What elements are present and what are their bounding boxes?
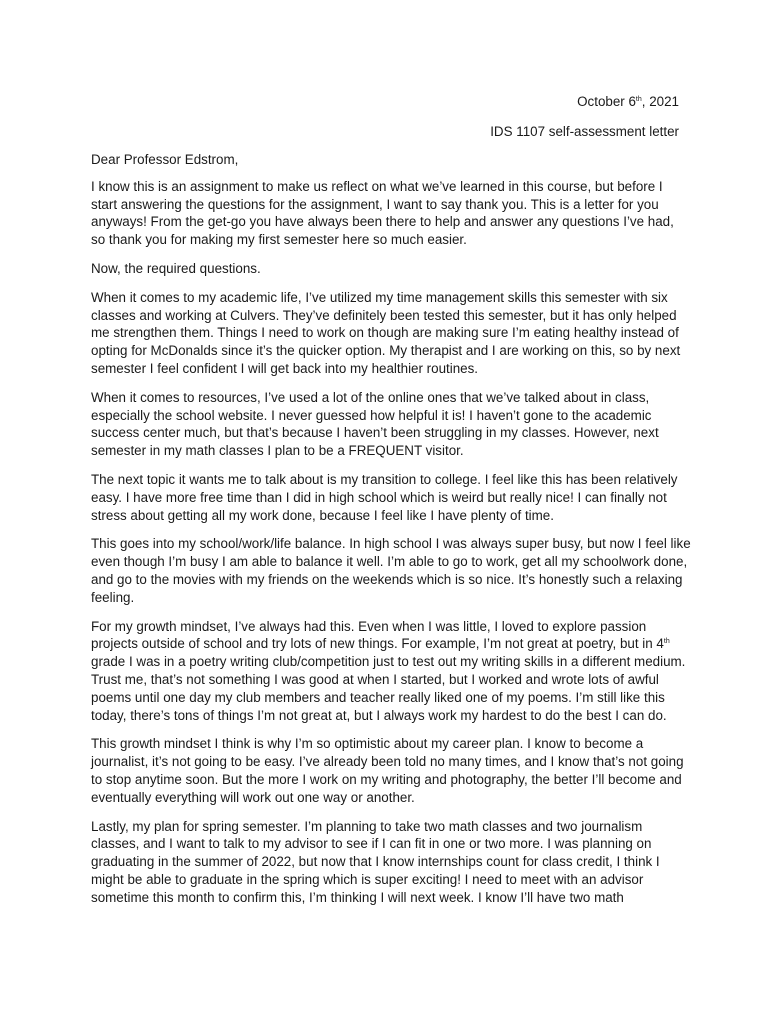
grade-ordinal: th [663,638,670,646]
date-ordinal: th [635,96,642,103]
paragraph-spring-plan: Lastly, my plan for spring semester. I’m planning to take two math classes and two journalism classes, and I want to talk to my advisor to see if I can fit in one or two more. I was planning on graduating in the summer of 2022, but now that I know internships count for class credit, I think I might be able to graduate in the spring which is super exciting! I need to meet with an advisor sometime this month to confirm this, I’m thinking I will next week. I know I’ll have two math [91,818,660,905]
paragraph-required-questions: Now, the required questions. [91,260,261,276]
paragraph-thanks: I know this is an assignment to make us reflect on what we’ve learned in this course, but before I start answering the questions for the assignment, I want to say thank you. This is a letter for you anyways! From the get-go you have always been there to help and answer any questions I’ve had, so thank you for making my first semester here so much easier. [91,178,674,248]
paragraph-career-plan: This growth mindset I think is why I’m so optimistic about my career plan. I know to become a journalist, it’s not going to be easy. I’ve already been told no many times, and I know that’s not going to stop anytime soon. But the more I work on my writing and photography, the better I’ll become and eventually everything will work out one way or another. [91,736,684,805]
growth-text-end: grade I was in a poetry writing club/competition just to test out my writing skills in a different medium. Trust me, that’s not something I was good at when I started, but I worked and wrote lots of awful poems until one day my club members and teacher really liked one of my poems. I’m still like this today, there’s tons of things I’m not great at, but I always work my hardest to do the best I can do. [91,654,686,723]
paragraph-balance: This goes into my school/work/life balance. In high school I was always super busy, but now I feel like even though I’m busy I am able to balance it well. I’m able to go to work, get all my schoolwork done, and go to the movies with my friends on the weekends which is so nice. It’s honestly such a relaxing feeling. [91,536,691,605]
paragraph-transition: The next topic it wants me to talk about is my transition to college. I feel like this has been relatively easy. I have more free time than I did in high school which is weird but really nice! I can finally not stress about getting all my work done, because I feel like I have plenty of time. [91,471,678,523]
date-year: , 2021 [641,94,679,109]
paragraph-growth-mindset [91,618,691,725]
letter-subject: IDS 1107 self-assessment letter [490,124,679,139]
letter-date [577,93,679,110]
growth-text-start: For my growth mindset, I’ve always had this. Even when I was little, I loved to explore passion projects outside of school and try lots of new things. For example, I’m not great at poetry, but in 4 [91,618,664,652]
paragraph-academic-life: When it comes to my academic life, I’ve utilized my time management skills this semester with six classes and working at Culvers. They’ve definitely been tested this semester, but it has only helped me strengthen them. Things I need to work on though are making sure I’m eating healthy instead of opting for McDonalds since it’s the quicker option. My therapist and I are working on this, so by next semester I feel confident I will get back into my healthier routines. [91,289,681,376]
date-text: October 6 [577,94,636,109]
letter-body [91,151,691,917]
paragraph-resources: When it comes to resources, I’ve used a lot of the online ones that we’ve talked about in class, especially the school website. I never guessed how helpful it is! I haven’t gone to the academic success center much, but that’s because I haven’t been struggling in my classes. However, next semester in my math classes I plan to be a FREQUENT visitor. [91,389,659,459]
salutation: Dear Professor Edstrom, [91,152,239,167]
